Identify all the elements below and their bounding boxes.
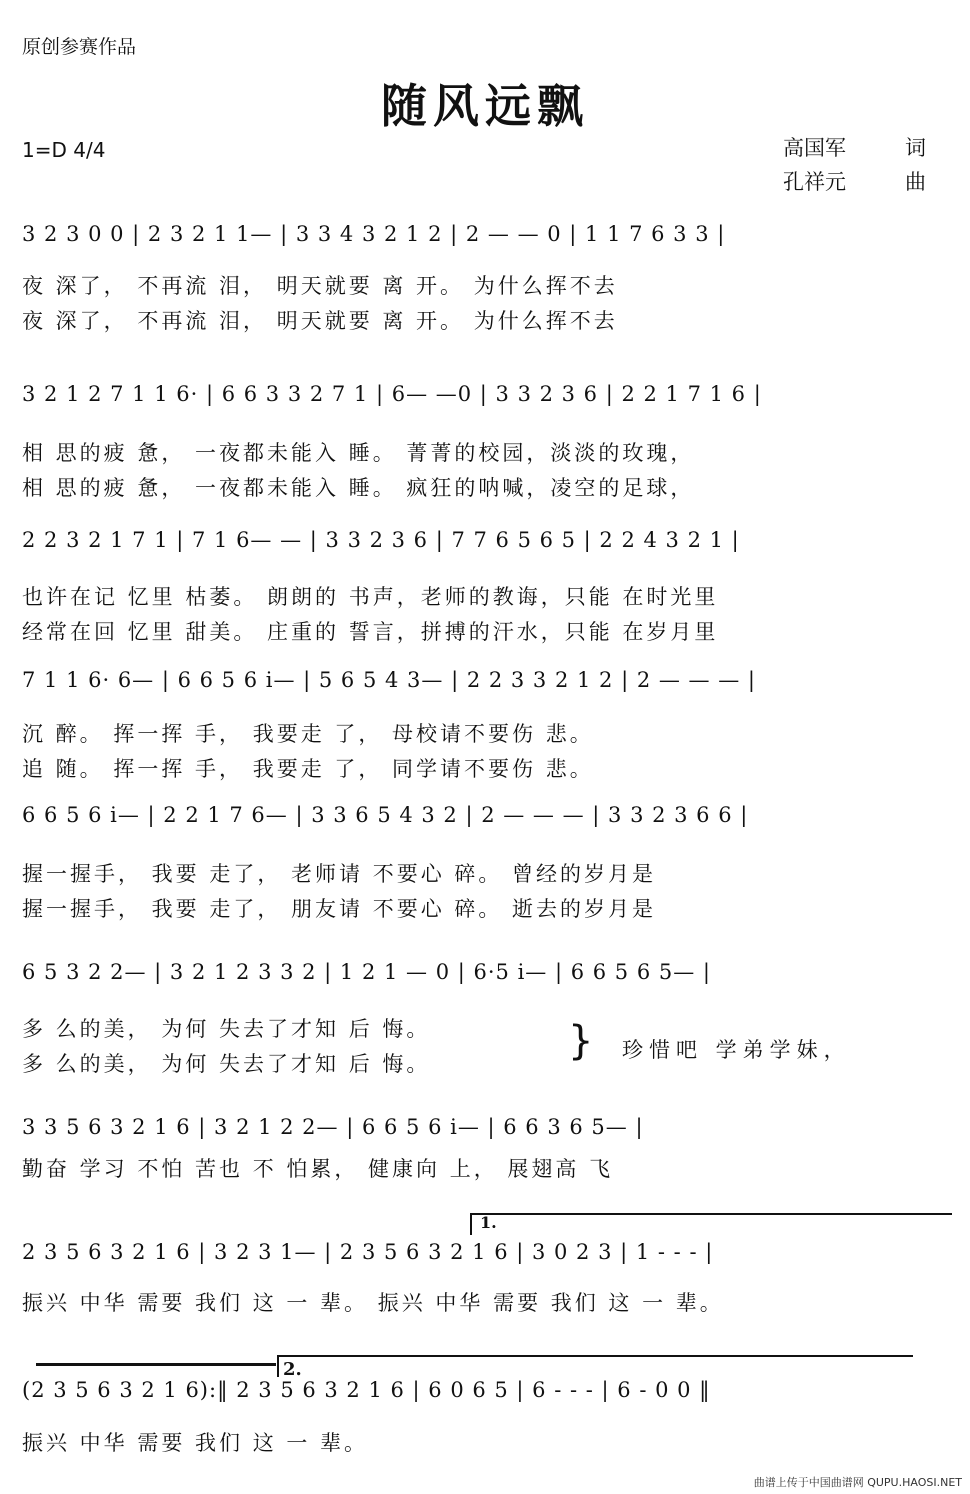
- notation-line: 6 5 3 2 2— | 3 2 1 2 3 3 2 | 1 2 1 — 0 | 6·5 i— | 6 6 5 6 5— |: [22, 960, 711, 984]
- lyric-line: 夜 深了， 不再流 泪， 明天就要 离 开。 为什么挥不去: [22, 274, 618, 298]
- outro-slur-line: [36, 1363, 276, 1366]
- notation-line: 7 1 1 6· 6— | 6 6 5 6 i— | 5 6 5 4 3— | 2 2 3 3 2 1 2 | 2 — — — |: [22, 668, 756, 692]
- lyric-line: 振兴 中华 需要 我们 这 一 辈。: [22, 1431, 369, 1455]
- first-ending-label: 1.: [480, 1213, 497, 1232]
- lyricist-name: 高国军: [783, 136, 846, 160]
- footer-watermark: 曲谱上传于中国曲谱网 QUPU.HAOSI.NET: [753, 1476, 962, 1489]
- lyric-line: 多 么的美， 为何 失去了才知 后 悔。: [22, 1017, 431, 1041]
- lyric-line: 握一握手， 我要 走了， 朋友请 不要心 碎。 逝去的岁月是: [22, 897, 657, 921]
- notation-line: (2 3 5 6 3 2 1 6):‖ 2 3 5 6 3 2 1 6 | 6 0 6 5 | 6 - - - | 6 - 0 0 ‖: [22, 1378, 711, 1402]
- notation-line: 2 2 3 2 1 7 1 | 7 1 6— — | 3 3 2 3 6 | 7 7 6 5 6 5 | 2 2 4 3 2 1 |: [22, 528, 740, 552]
- lyric-line: 握一握手， 我要 走了， 老师请 不要心 碎。 曾经的岁月是: [22, 862, 657, 886]
- lyric-line: 相 思的疲 惫， 一夜都未能入 睡。 菁菁的校园，淡淡的玫瑰，: [22, 441, 695, 465]
- lyric-line: 也许在记 忆里 枯萎。 朗朗的 书声，老师的教诲，只能 在时光里: [22, 585, 719, 609]
- brace-symbol: }: [568, 1018, 594, 1064]
- notation-line: 3 2 3 0 0 | 2 3 2 1 1— | 3 3 4 3 2 1 2 | 2 — — 0 | 1 1 7 6 3 3 |: [22, 222, 726, 246]
- first-ending-bracket: [470, 1213, 952, 1235]
- notation-line: 3 3 5 6 3 2 1 6 | 3 2 1 2 2— | 6 6 5 6 i— | 6 6 3 6 5— |: [22, 1115, 644, 1139]
- lyric-line: 经常在回 忆里 甜美。 庄重的 誓言，拼搏的汗水，只能 在岁月里: [22, 620, 719, 644]
- second-ending-bracket: [277, 1355, 913, 1380]
- lyricist-role: 词: [905, 136, 926, 160]
- lyric-line: 勤奋 学习 不怕 苦也 不 怕累， 健康向 上， 展翅高 飞: [22, 1157, 614, 1181]
- lyric-line: 多 么的美， 为何 失去了才知 后 悔。: [22, 1052, 431, 1076]
- second-ending-label: 2.: [283, 1359, 302, 1380]
- song-title: 随风远飘: [381, 79, 589, 133]
- lyric-line: 振兴 中华 需要 我们 这 一 辈。 振兴 中华 需要 我们 这 一 辈。: [22, 1291, 724, 1315]
- header-note: 原创参赛作品: [22, 36, 137, 58]
- lyric-line: 相 思的疲 惫， 一夜都未能入 睡。 疯狂的呐喊，凌空的足球，: [22, 476, 695, 500]
- composer-name: 孔祥元: [783, 170, 846, 194]
- aside-lyric: 珍惜吧 学弟学妹，: [622, 1038, 851, 1062]
- lyric-line: 夜 深了， 不再流 泪， 明天就要 离 开。 为什么挥不去: [22, 309, 618, 333]
- lyric-line: 追 随。 挥一挥 手， 我要走 了， 同学请不要伤 悲。: [22, 757, 594, 781]
- composer-role: 曲: [905, 170, 926, 194]
- notation-line: 6 6 5 6 i— | 2 2 1 7 6— | 3 3 6 5 4 3 2 | 2 — — — | 3 3 2 3 6 6 |: [22, 803, 749, 827]
- lyric-line: 沉 醉。 挥一挥 手， 我要走 了， 母校请不要伤 悲。: [22, 722, 594, 746]
- notation-line: 3 2 1 2 7 1 1 6· | 6 6 3 3 2 7 1 | 6— —0 | 3 3 2 3 6 | 2 2 1 7 1 6 |: [22, 382, 762, 406]
- notation-line: 2 3 5 6 3 2 1 6 | 3 2 3 1— | 2 3 5 6 3 2 1 6 | 3 0 2 3 | 1 - - - |: [22, 1240, 714, 1264]
- key-signature: 1=D 4/4: [22, 138, 106, 162]
